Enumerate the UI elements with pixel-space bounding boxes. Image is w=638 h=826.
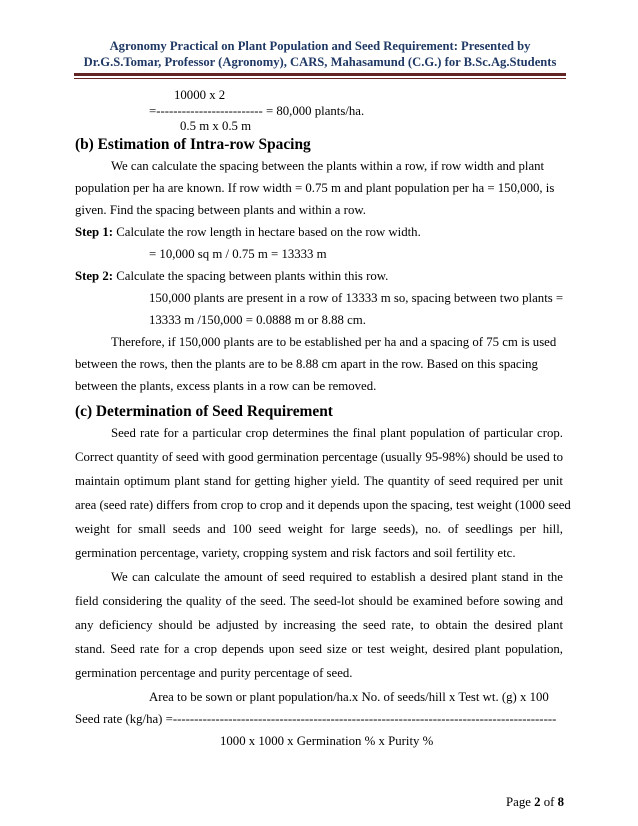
header-rule-thin bbox=[74, 78, 566, 79]
seed-rate-denominator: 1000 x 1000 x Germination % x Purity % bbox=[220, 734, 434, 748]
step2-line bbox=[75, 269, 388, 284]
section-b-para2-line3: between the plants, excess plants in a row can be removed. bbox=[75, 379, 377, 393]
section-c-para1-line6: germination percentage, variety, cropping system and risk factors and soil fertility etc. bbox=[75, 546, 516, 560]
page-current: 2 bbox=[534, 795, 541, 809]
step1-line bbox=[75, 225, 421, 240]
step1-label: Step 1: bbox=[75, 225, 114, 239]
step2-line1: 150,000 plants are present in a row of 13333 m so, spacing between two plants = bbox=[149, 291, 564, 305]
section-c-para1-line3: maintain optimum plant stand for getting higher yield. The quantity of seed required per unit bbox=[75, 474, 563, 488]
section-c-para1-line1: Seed rate for a particular crop determines the final plant population of particular crop. bbox=[111, 426, 563, 440]
section-b-heading: (b) Estimation of Intra-row Spacing bbox=[75, 136, 311, 153]
section-c-heading: (c) Determination of Seed Requirement bbox=[75, 403, 333, 420]
step2-text: Calculate the spacing between plants within this row. bbox=[113, 269, 389, 283]
running-header-line2: Dr.G.S.Tomar, Professor (Agronomy), CARS, Mahasamund (C.G.) for B.Sc.Ag.Students bbox=[83, 55, 557, 69]
section-c-para2-line4: stand. Seed rate for a crop depends upon seed size or test weight, desired plant population, bbox=[75, 642, 563, 656]
formula-top-numerator: 10000 x 2 bbox=[174, 88, 226, 102]
section-c-para2-line5: germination percentage and purity percentage of seed. bbox=[75, 666, 353, 680]
running-header-line1: Agronomy Practical on Plant Population and Seed Requirement: Presented by bbox=[109, 39, 531, 53]
seed-rate-numerator: Area to be sown or plant population/ha.x No. of seeds/hill x Test wt. (g) x 100 bbox=[149, 690, 549, 704]
section-c-para1-line5: weight for small seeds and 100 seed weight for large seeds), no. of seedlings per hill, bbox=[75, 522, 563, 536]
page-word: Page bbox=[506, 795, 535, 809]
section-b-para1-line2: population per ha are known. If row width = 0.75 m and plant population per ha = 150,000, is bbox=[75, 181, 555, 195]
formula-top-denominator: 0.5 m x 0.5 m bbox=[180, 119, 252, 133]
section-c-para2-line1: We can calculate the amount of seed required to establish a desired plant stand in the bbox=[111, 570, 563, 584]
step2-label: Step 2: bbox=[75, 269, 114, 283]
of-word: of bbox=[540, 795, 558, 809]
page-total: 8 bbox=[557, 795, 564, 809]
step2-line2: 13333 m /150,000 = 0.0888 m or 8.88 cm. bbox=[149, 313, 366, 327]
section-c-para2-line2: field considering the quality of the seed. The seed-lot should be examined before sowing and bbox=[75, 594, 563, 608]
section-b-para2-line1: Therefore, if 150,000 plants are to be established per ha and a spacing of 75 cm is used bbox=[111, 335, 557, 349]
step1-equation: = 10,000 sq m / 0.75 m = 13333 m bbox=[149, 247, 327, 261]
section-c-para2-line3: any deficiency should be adjusted by increasing the seed rate, to obtain the desired plant bbox=[75, 618, 563, 632]
header-rule-thick bbox=[74, 73, 566, 76]
page-number bbox=[440, 795, 564, 810]
section-c-para1-line4: area (seed rate) differs from crop to crop and it depends upon the spacing, test weight (1000 seed bbox=[75, 498, 571, 512]
seed-rate-line: Seed rate (kg/ha) =------------------------------------------------------------------------------------------ bbox=[75, 712, 557, 726]
step1-text: Calculate the row length in hectare based on the row width. bbox=[113, 225, 421, 239]
section-b-para1-line3: given. Find the spacing between plants and within a row. bbox=[75, 203, 366, 217]
section-b-para1-line1: We can calculate the spacing between the plants within a row, if row width and plant bbox=[111, 159, 545, 173]
section-b-para2-line2: between the rows, then the plants are to be 8.88 cm apart in the row. Based on this spacing bbox=[75, 357, 538, 371]
section-c-para1-line2: Correct quantity of seed with good germination percentage (usually 95-98%) should be used to bbox=[75, 450, 563, 464]
formula-top-line: =------------------------- = 80,000 plants/ha. bbox=[149, 104, 365, 118]
